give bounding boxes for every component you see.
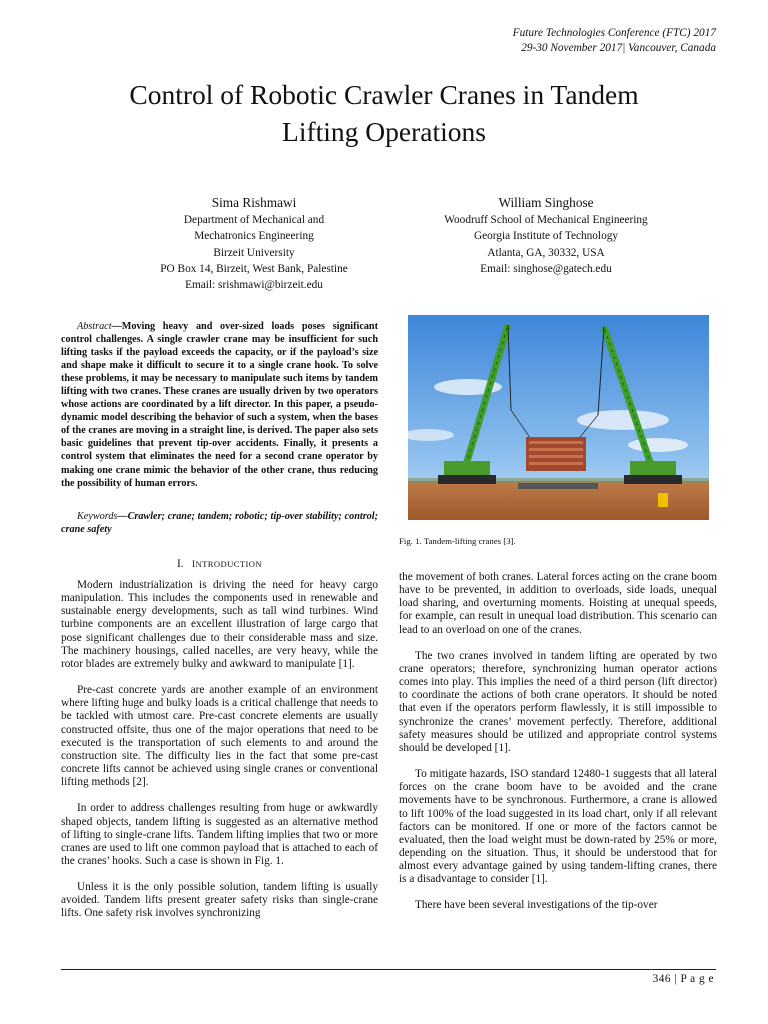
author-email: Email: singhose@gatech.edu	[480, 262, 612, 275]
figure-tandem-cranes-photo	[408, 315, 709, 520]
abstract-dash: —	[111, 321, 122, 332]
body-paragraph: Unless it is the only possible solution, tandem lifting is usually avoided. Tandem lifts present greater safety risks than single-crane lifts. One safety risk involves synchronizing	[61, 881, 378, 920]
body-paragraph: the movement of both cranes. Lateral forces acting on the crane boom have to be prevented, in addition to overloads, side loads, unequal load sharing, and overturning moments. Hoisting at unequal speeds, for example, can result in unequal load distribution. This scenario can lead to an overload on one of the cranes.	[399, 571, 717, 636]
author-affiliation-line: Georgia Institute of Technology	[473, 230, 619, 243]
keywords	[61, 510, 378, 536]
paper-title	[60, 76, 708, 150]
figure-caption: Fig. 1. Tandem-lifting cranes [3].	[399, 536, 516, 546]
title-line-1: Control of Robotic Crawler Cranes in Tandem	[129, 79, 639, 110]
right-column-body	[399, 571, 717, 913]
body-paragraph: In order to address challenges resulting from huge or awkwardly shaped objects, tandem lifting is suggested as an alternative method of lifting to single-crane lifts. Tandem lifting implies that two or more cranes are used to lift one common payload that is attached to each of the cranes’ hooks. Such a case is shown in Fig. 1.	[61, 802, 378, 867]
author-address-line: Atlanta, GA, 30332, USA	[487, 246, 605, 259]
author-email: Email: srishmawi@birzeit.edu	[185, 279, 323, 292]
author-affiliation-line: Birzeit University	[213, 246, 295, 259]
body-paragraph: The two cranes involved in tandem lifting are operated by two crane operators; therefore, synchronizing human operator actions comes into play. This implies the need of a third person (lift director) to coordinate the actions of both crane operators. It should be noted that even if the operators perform flawlessly, it is still impossible to synchronize the cranes’ movement perfectly. Therefore, additional safety measures should be utilized and appropriate control systems should be developed [1].	[399, 649, 717, 754]
keywords-text: Crawler; crane; tandem; robotic; tip-over stability; control; crane safety	[61, 511, 378, 536]
page-number: 346 | P a g e	[652, 973, 714, 985]
section-title: INTRODUCTION	[192, 559, 263, 570]
conference-header	[513, 26, 716, 56]
author-affiliation-line: Woodruff School of Mechanical Engineering	[444, 214, 648, 226]
abstract-text: Moving heavy and over-sized loads poses significant control challenges. A single crawler crane may be insufficient for such lifting tasks if the payload exceeds the capacity, or if the payload’s size and shape make it difficult to secure it to a single crane hook. To solve these problems, it may be necessary to manipulate such items by tandem lifting with two cranes. These cranes are usually driven by two operators whose actions are coordinated by a lift director. In this paper, a pseudo-dynamic model describing the behavior of such a system, when the bases of the cranes are moving in a straight line, is derived. The paper also sets basic guidelines that prevent tip-over accidents. Finally, it presents a control system that eliminates the need for a second crane operator by making one crane mimic the behavior of the other crane, thus reducing the possibility of human errors.	[61, 321, 378, 489]
title-line-2: Lifting Operations	[282, 116, 486, 147]
author-name: Sima Rishmawi	[211, 195, 297, 210]
author-address-line: PO Box 14, Birzeit, West Bank, Palestine	[160, 262, 348, 275]
author-name: William Singhose	[498, 195, 594, 210]
section-number: I.	[176, 558, 184, 570]
body-paragraph: There have been several investigations of the tip-over	[415, 899, 658, 912]
author-affiliation-line: Mechatronics Engineering	[194, 230, 314, 243]
author-affiliation-line: Department of Mechanical and	[183, 214, 325, 226]
footer-rule	[61, 969, 716, 970]
conference-name: Future Technologies Conference (FTC) 2017	[512, 27, 716, 39]
body-paragraph: Modern industrialization is driving the need for heavy cargo manipulation. This includes the components used in renewable and sustainable energy developments, such as tall wind turbines. Wind turbine components are an excellent illustration of large cargo that pose significant challenges due to their considerable mass and size. The machinery housings, called nacelles, are very heavy, while the rotor blades are extremely bulky and awkward to manipulate [1].	[61, 579, 378, 670]
conference-date-location: 29-30 November 2017| Vancouver, Canada	[521, 42, 716, 54]
author-block-1	[98, 194, 410, 293]
abstract-label: Abstract	[77, 321, 112, 332]
abstract	[61, 320, 378, 490]
body-paragraph: To mitigate hazards, ISO standard 12480-1 suggests that all lateral forces on the crane boom have to be avoided and the crane movements have to be synchronous. Furthermore, a crane is allowed to lift 100% of the load suggested in its load chart, only if all relevant factors can be monitored. If one or more of the factors cannot be evaluated, then the load weight must be down-rated by 25% or more, depending on the situation. Thus, it should be understood that for almost every advantage gained by using tandem-lifting cranes, there is a disadvantage to consider [1].	[399, 768, 717, 886]
author-block-2	[370, 194, 722, 277]
section-heading	[61, 558, 378, 570]
keywords-label: Keywords	[77, 511, 118, 522]
keywords-dash: —	[117, 511, 128, 522]
left-column-body	[61, 579, 378, 921]
body-paragraph: Pre-cast concrete yards are another example of an environment where lifting huge and bulky loads is a critical challenge that needs to be tackled with utmost care. Pre-cast concrete elements are usually constructed offsite, thus one of the major operations that need to be executed is the transportation of such elements to and around the construction site. The difficulty lies in the fact that some pre-cast concrete lifts cannot be achieved using single cranes or conventional lifting methods [2].	[61, 684, 378, 789]
